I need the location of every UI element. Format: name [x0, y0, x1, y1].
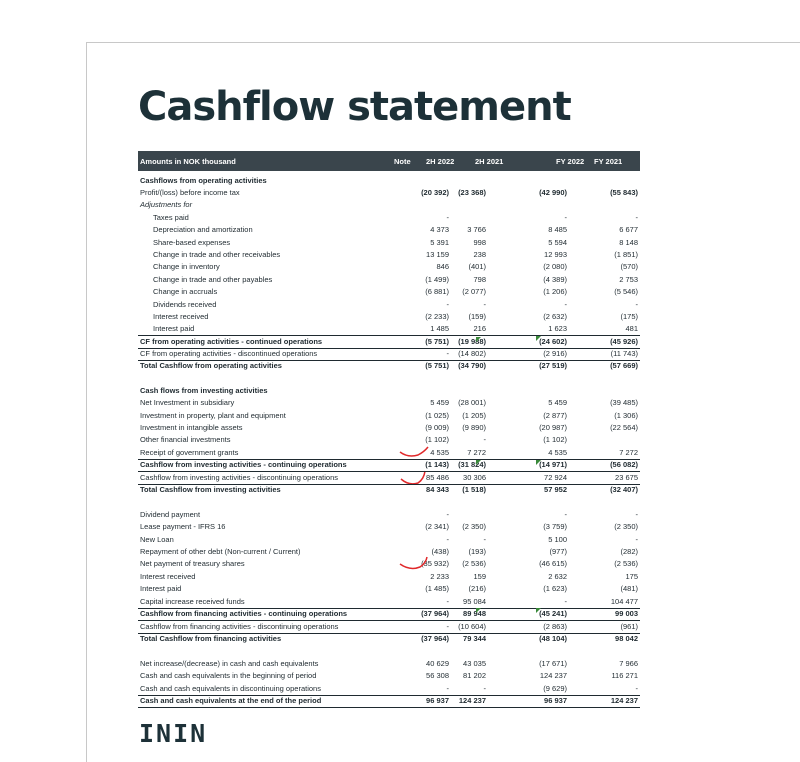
row-label: Total Cashflow from operating activities	[140, 361, 282, 370]
row-value: (1 143)	[425, 460, 449, 469]
table-row	[138, 323, 640, 335]
table-row	[138, 509, 640, 521]
row-value: 57 952	[544, 485, 567, 494]
row-value: (20 987)	[539, 423, 567, 432]
row-label: Profit/(loss) before income tax	[140, 188, 240, 197]
row-value: (2 877)	[543, 411, 567, 420]
row-value: 4 535	[430, 448, 449, 457]
row-label: Repayment of other debt (Non-current / Current)	[140, 547, 301, 556]
row-value: 81 202	[463, 671, 486, 680]
table-row	[138, 683, 640, 695]
row-label: Cashflow from financing activities - discontinuing operations	[140, 622, 339, 631]
row-value: (159)	[468, 312, 486, 321]
row-value: 481	[625, 324, 638, 333]
row-value: 116 271	[611, 671, 638, 680]
row-value: (11 743)	[610, 349, 638, 358]
row-value: (2 080)	[543, 262, 567, 271]
row-label: Total Cashflow from investing activities	[140, 485, 281, 494]
row-value: 7 272	[467, 448, 486, 457]
row-value: (46 615)	[539, 559, 567, 568]
table-row	[138, 410, 640, 422]
cell-comment-marker	[536, 336, 541, 341]
row-value: 89 948	[463, 609, 486, 618]
row-label: Depreciation and amortization	[153, 225, 253, 234]
row-value: (175)	[620, 312, 638, 321]
row-label: Interest received	[153, 312, 209, 321]
row-value: (2 632)	[543, 312, 567, 321]
row-value: (1 206)	[543, 287, 567, 296]
page-title: Cashflow statement	[138, 84, 571, 130]
row-label: Cashflow from investing activities - continuing operations	[140, 460, 347, 469]
row-value: 1 623	[548, 324, 567, 333]
row-value: (5 546)	[614, 287, 638, 296]
row-value: 99 003	[615, 609, 638, 618]
row-separator	[138, 484, 640, 485]
row-value: (1 306)	[614, 411, 638, 420]
row-value: (2 536)	[462, 559, 486, 568]
row-value: (961)	[620, 622, 638, 631]
row-label: Net increase/(decrease) in cash and cash equivalents	[140, 659, 319, 668]
row-value: -	[564, 510, 567, 519]
row-label: Other financial investments	[140, 435, 231, 444]
row-separator	[138, 459, 640, 460]
row-label: CF from operating activities - continued operations	[140, 337, 323, 346]
row-label: Adjustments for	[140, 200, 193, 209]
company-logo: ININ	[139, 719, 208, 748]
row-value: (23 368)	[458, 188, 486, 197]
row-label: Receipt of government grants	[140, 448, 239, 457]
header-amounts-label: Amounts in NOK thousand	[140, 157, 236, 166]
row-label: Share-based expenses	[153, 238, 231, 247]
row-value: -	[446, 213, 449, 222]
table-row	[138, 274, 640, 286]
table-row	[138, 521, 640, 533]
table-row	[138, 621, 640, 633]
row-value: (216)	[468, 584, 486, 593]
row-value: 124 237	[610, 696, 638, 705]
row-value: 2 632	[548, 572, 567, 581]
row-value: 5 594	[548, 238, 567, 247]
row-value: (48 104)	[539, 634, 567, 643]
row-value: 2 233	[430, 572, 449, 581]
row-separator	[138, 620, 640, 621]
table-row	[138, 658, 640, 670]
table-row	[138, 670, 640, 682]
row-value: -	[483, 435, 486, 444]
row-value: 5 100	[548, 535, 567, 544]
row-value: -	[635, 684, 638, 693]
row-value: (570)	[620, 262, 638, 271]
table-row	[138, 286, 640, 298]
row-value: (2 536)	[614, 559, 638, 568]
row-value: -	[635, 300, 638, 309]
check-mark-3	[398, 556, 432, 572]
row-value: (9 890)	[462, 423, 486, 432]
row-value: -	[446, 300, 449, 309]
row-label: Dividends received	[153, 300, 217, 309]
row-label: Cashflows from operating activities	[140, 176, 267, 185]
row-value: 5 459	[430, 398, 449, 407]
row-label: Change in trade and other receivables	[153, 250, 281, 259]
row-value: (2 916)	[543, 349, 567, 358]
row-label: Cash and cash equivalents at the end of the period	[140, 696, 322, 705]
row-label: Lease payment - IFRS 16	[140, 522, 226, 531]
row-value: (438)	[431, 547, 449, 556]
row-value: (401)	[468, 262, 486, 271]
row-value: 40 629	[426, 659, 449, 668]
header-col-2h2022: 2H 2022	[426, 157, 455, 166]
cell-comment-marker	[536, 460, 541, 465]
row-value: 5 391	[430, 238, 449, 247]
row-value: (14 971)	[539, 460, 567, 469]
header-col-2h2021: 2H 2021	[475, 157, 504, 166]
row-value: (14 802)	[458, 349, 486, 358]
row-value: (1 499)	[425, 275, 449, 284]
row-value: (1 102)	[543, 435, 567, 444]
row-value: 12 993	[544, 250, 567, 259]
table-row	[138, 175, 640, 187]
row-value: 175	[625, 572, 638, 581]
row-value: -	[564, 597, 567, 606]
table-row	[138, 583, 640, 595]
row-value: (32 407)	[610, 485, 638, 494]
check-mark-1	[398, 446, 432, 460]
row-value: (10 604)	[458, 622, 486, 631]
row-value: (2 077)	[462, 287, 486, 296]
cell-comment-marker	[476, 608, 481, 613]
row-label: Cash and cash equivalents in discontinuing operations	[140, 684, 321, 693]
table-row	[138, 484, 640, 496]
cell-comment-marker	[476, 337, 481, 342]
row-value: (1 623)	[543, 584, 567, 593]
table-header	[138, 151, 640, 171]
table-row	[138, 212, 640, 224]
row-value: (35 932)	[421, 559, 449, 568]
cell-comment-marker	[476, 460, 481, 465]
row-value: 43 035	[463, 659, 486, 668]
row-value: 98 042	[615, 634, 638, 643]
row-label: Interest paid	[153, 324, 195, 333]
row-label: Cash and cash equivalents in the beginning of period	[140, 671, 317, 680]
table-row	[138, 422, 640, 434]
row-value: (37 964)	[421, 609, 449, 618]
row-label: Capital increase received funds	[140, 597, 245, 606]
row-value: 1 485	[430, 324, 449, 333]
table-row	[138, 224, 640, 236]
row-separator	[138, 707, 640, 708]
row-value: (45 926)	[610, 337, 638, 346]
row-value: -	[446, 684, 449, 693]
row-separator	[138, 633, 640, 634]
row-separator	[138, 348, 640, 349]
row-value: 5 459	[548, 398, 567, 407]
row-value: (481)	[620, 584, 638, 593]
row-value: (5 751)	[425, 337, 449, 346]
row-value: -	[446, 510, 449, 519]
table-row	[138, 187, 640, 199]
check-mark-2	[398, 469, 432, 489]
row-value: (1 205)	[462, 411, 486, 420]
row-value: (9 629)	[543, 684, 567, 693]
row-value: (55 843)	[610, 188, 638, 197]
row-value: -	[483, 300, 486, 309]
row-value: (42 990)	[539, 188, 567, 197]
row-value: 4 373	[430, 225, 449, 234]
row-value: (4 389)	[543, 275, 567, 284]
row-value: (9 009)	[425, 423, 449, 432]
row-label: Change in inventory	[153, 262, 220, 271]
row-value: -	[635, 510, 638, 519]
table-row	[138, 571, 640, 583]
row-value: -	[635, 213, 638, 222]
table-row	[138, 360, 640, 372]
table-row	[138, 558, 640, 570]
table-row	[138, 546, 640, 558]
table-row	[138, 447, 640, 459]
row-value: (2 863)	[543, 622, 567, 631]
row-value: (6 881)	[425, 287, 449, 296]
row-value: 84 343	[426, 485, 449, 494]
row-value: (19 988)	[458, 337, 486, 346]
row-label: Investment in intangible assets	[140, 423, 243, 432]
row-value: (1 518)	[462, 485, 486, 494]
row-value: (1 851)	[614, 250, 638, 259]
row-separator	[138, 608, 640, 609]
table-row	[138, 397, 640, 409]
table-row	[138, 633, 640, 645]
row-value: (39 485)	[610, 398, 638, 407]
row-value: (5 751)	[425, 361, 449, 370]
row-value: (1 485)	[425, 584, 449, 593]
row-value: 216	[473, 324, 486, 333]
row-value: -	[483, 684, 486, 693]
row-value: 56 308	[426, 671, 449, 680]
row-value: (1 102)	[425, 435, 449, 444]
table-row	[138, 348, 640, 360]
table-row	[138, 249, 640, 261]
row-value: -	[446, 622, 449, 631]
row-value: 798	[473, 275, 486, 284]
table-row	[138, 459, 640, 471]
row-value: (1 025)	[425, 411, 449, 420]
row-label: Total Cashflow from financing activities	[140, 634, 282, 643]
row-value: (22 564)	[610, 423, 638, 432]
row-value: (3 759)	[543, 522, 567, 531]
row-value: 6 677	[619, 225, 638, 234]
row-label: CF from operating activities - discontinued operations	[140, 349, 318, 358]
row-value: (28 001)	[458, 398, 486, 407]
row-value: 96 937	[544, 696, 567, 705]
table-row	[138, 336, 640, 348]
row-separator	[138, 360, 640, 361]
row-value: (20 392)	[421, 188, 449, 197]
row-label: Cashflow from financing activities - continuing operations	[140, 609, 348, 618]
row-value: -	[446, 535, 449, 544]
row-value: 30 306	[463, 473, 486, 482]
row-separator	[138, 471, 640, 472]
table-row	[138, 695, 640, 707]
row-value: 238	[473, 250, 486, 259]
row-value: 8 485	[548, 225, 567, 234]
row-value: 8 148	[619, 238, 638, 247]
table-row	[138, 434, 640, 446]
row-value: 7 966	[619, 659, 638, 668]
row-label: Investment in property, plant and equipment	[140, 411, 286, 420]
row-value: (17 671)	[539, 659, 567, 668]
table-row	[138, 608, 640, 620]
row-value: (45 241)	[539, 609, 567, 618]
row-value: 2 753	[619, 275, 638, 284]
row-value: (2 341)	[425, 522, 449, 531]
table-row	[138, 261, 640, 273]
row-label: Interest paid	[140, 584, 182, 593]
row-value: (27 519)	[539, 361, 567, 370]
row-label: Cash flows from investing activities	[140, 386, 268, 395]
table-row	[138, 385, 640, 397]
row-value: (2 350)	[614, 522, 638, 531]
row-value: 13 159	[426, 250, 449, 259]
row-label: Change in trade and other payables	[153, 275, 273, 284]
row-value: 998	[473, 238, 486, 247]
row-value: 23 675	[615, 473, 638, 482]
row-value: (31 824)	[458, 460, 486, 469]
row-value: -	[635, 535, 638, 544]
row-separator	[138, 335, 640, 336]
table-row	[138, 534, 640, 546]
row-label: Interest received	[140, 572, 196, 581]
row-label: Net Investment in subsidiary	[140, 398, 235, 407]
table-row	[138, 472, 640, 484]
row-label: Cashflow from investing activities - discontinuing operations	[140, 473, 339, 482]
row-value: (977)	[549, 547, 567, 556]
row-value: 7 272	[619, 448, 638, 457]
row-value: -	[446, 349, 449, 358]
row-label: Taxes paid	[153, 213, 189, 222]
row-value: 124 237	[458, 696, 486, 705]
row-value: -	[446, 597, 449, 606]
row-value: (2 350)	[462, 522, 486, 531]
row-value: (34 790)	[458, 361, 486, 370]
table-row	[138, 299, 640, 311]
header-col-fy2022: FY 2022	[556, 157, 585, 166]
row-value: -	[564, 213, 567, 222]
row-value: 72 924	[544, 473, 567, 482]
table-row	[138, 311, 640, 323]
row-label: Net payment of treasury shares	[140, 559, 245, 568]
row-value: (37 964)	[421, 634, 449, 643]
row-value: 96 937	[426, 696, 449, 705]
row-value: (24 602)	[539, 337, 567, 346]
row-value: -	[564, 300, 567, 309]
row-value: 159	[473, 572, 486, 581]
row-value: 3 766	[467, 225, 486, 234]
header-note: Note	[394, 157, 411, 166]
row-separator	[138, 695, 640, 696]
row-value: (193)	[468, 547, 486, 556]
row-label: New Loan	[140, 535, 174, 544]
row-label: Change in accruals	[153, 287, 218, 296]
row-value: 846	[436, 262, 449, 271]
row-label: Dividend payment	[140, 510, 201, 519]
row-value: 104 477	[610, 597, 638, 606]
cell-comment-marker	[536, 608, 541, 613]
row-value: (2 233)	[425, 312, 449, 321]
row-value: 124 237	[539, 671, 567, 680]
table-row	[138, 596, 640, 608]
row-value: 79 344	[463, 634, 486, 643]
table-row	[138, 199, 640, 211]
row-value: 95 084	[463, 597, 486, 606]
row-value: 85 486	[426, 473, 449, 482]
row-value: (56 082)	[610, 460, 638, 469]
row-value: (282)	[620, 547, 638, 556]
header-col-fy2021: FY 2021	[594, 157, 623, 166]
table-row	[138, 237, 640, 249]
row-value: (57 669)	[610, 361, 638, 370]
row-value: -	[483, 535, 486, 544]
row-value: 4 535	[548, 448, 567, 457]
